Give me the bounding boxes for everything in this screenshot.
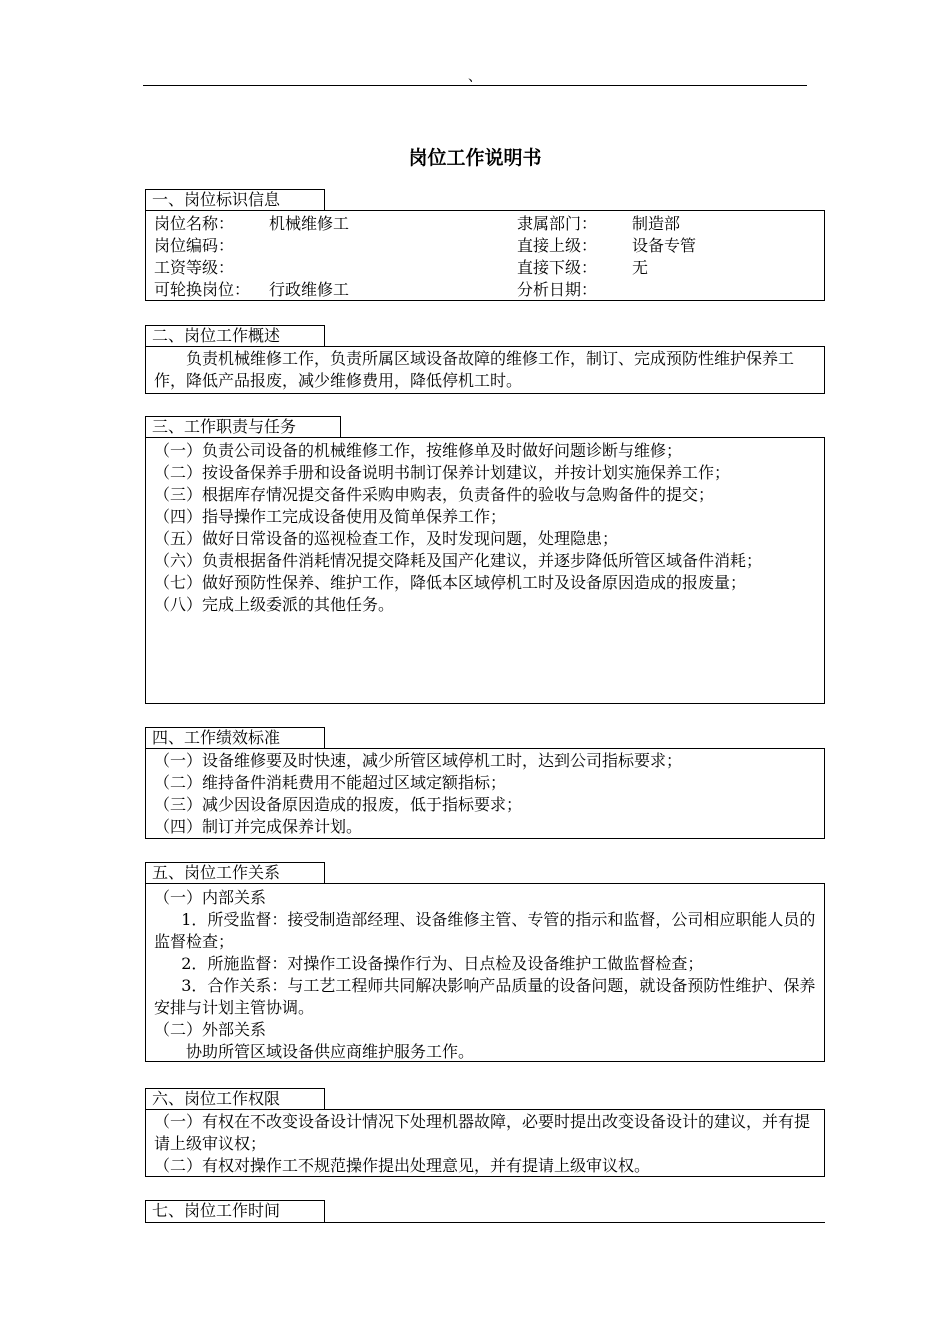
id-row-position-name xyxy=(154,213,824,235)
label-department: 隶属部门： xyxy=(517,214,598,233)
value-direct-superior: 设备专管 xyxy=(632,236,697,255)
label-rotation: 可轮换岗位： xyxy=(154,280,251,299)
kpi-item: （一）设备维修要及时快速，减少所管区域停机工时，达到公司指标要求； xyxy=(154,751,683,770)
duty-item: （八）完成上级委派的其他任务。 xyxy=(154,595,395,614)
section-7-heading: 七、岗位工作时间 xyxy=(145,1200,325,1222)
kpi-item: （四）制订并完成保养计划。 xyxy=(154,817,363,836)
section-5-heading: 五、岗位工作关系 xyxy=(145,862,325,884)
duty-item: （二）按设备保养手册和设备说明书制订保养计划建议，并按计划实施保养工作； xyxy=(154,463,731,482)
external-relations-text: 协助所管区域设备供应商维护服务工作。 xyxy=(186,1042,475,1061)
duty-item: （七）做好预防性保养、维护工作，降低本区域停机工时及设备原因造成的报废量； xyxy=(154,573,747,592)
section-2-box xyxy=(145,346,825,394)
label-direct-superior: 直接上级： xyxy=(517,236,598,255)
id-row-rotation xyxy=(154,279,824,301)
section-6-box xyxy=(145,1109,825,1177)
relation-item: 1．所受监督：接受制造部经理、设备维修主管、专管的指示和监督，公司相应职能人员的监督检查； xyxy=(154,910,816,951)
relation-item: 3．合作关系：与工艺工程师共同解决影响产品质量的设备问题，就设备预防性维护、保养安排与计划主管协调。 xyxy=(154,976,816,1017)
section-4-box xyxy=(145,748,825,839)
section-7-rule xyxy=(145,1222,825,1223)
value-direct-subordinate: 无 xyxy=(632,258,649,277)
duty-item: （一）负责公司设备的机械维修工作，按维修单及时做好问题诊断与维修； xyxy=(154,441,683,460)
kpi-item: （三）减少因设备原因造成的报废，低于指标要求； xyxy=(154,795,523,814)
id-row-salary-grade xyxy=(154,257,824,279)
section-4-heading: 四、工作绩效标准 xyxy=(145,727,325,749)
duty-item: （四）指导操作工完成设备使用及简单保养工作； xyxy=(154,507,507,526)
value-department: 制造部 xyxy=(632,214,681,233)
value-rotation: 行政维修工 xyxy=(269,280,350,299)
header-mark: 、 xyxy=(468,69,482,85)
authority-item: （一）有权在不改变设备设计情况下处理机器故障，必要时提出改变设备设计的建议，并有提请上级审议权； xyxy=(154,1112,811,1153)
header-rule xyxy=(143,85,807,86)
section-1-heading: 一、岗位标识信息 xyxy=(145,189,325,211)
label-analysis-date: 分析日期： xyxy=(517,280,598,299)
section-3-heading: 三、工作职责与任务 xyxy=(145,416,341,438)
internal-relations-heading: （一）内部关系 xyxy=(154,888,267,907)
authority-item: （二）有权对操作工不规范操作提出处理意见，并有提请上级审议权。 xyxy=(154,1156,651,1175)
kpi-item: （二）维持备件消耗费用不能超过区域定额指标； xyxy=(154,773,507,792)
label-position-code: 岗位编码： xyxy=(154,236,235,255)
section-2-heading: 二、岗位工作概述 xyxy=(145,325,325,347)
duty-item: （三）根据库存情况提交备件采购申购表，负责备件的验收与急购备件的提交； xyxy=(154,485,715,504)
label-salary-grade: 工资等级： xyxy=(154,258,235,277)
section-3-box xyxy=(145,437,825,704)
label-position-name: 岗位名称： xyxy=(154,214,235,233)
value-position-name: 机械维修工 xyxy=(269,214,350,233)
section-1-box xyxy=(145,210,825,301)
overview-text: 负责机械维修工作，负责所属区域设备故障的维修工作，制订、完成预防性维护保养工作，降低产品报废，减少维修费用，降低停机工时。 xyxy=(154,349,795,390)
id-row-position-code xyxy=(154,235,824,257)
section-5-box xyxy=(145,883,825,1062)
document-title: 岗位工作说明书 xyxy=(408,147,542,169)
external-relations-heading: （二）外部关系 xyxy=(154,1020,267,1039)
duty-item: （六）负责根据备件消耗情况提交降耗及国产化建议，并逐步降低所管区域备件消耗； xyxy=(154,551,763,570)
duty-item: （五）做好日常设备的巡视检查工作，及时发现问题，处理隐患； xyxy=(154,529,619,548)
label-direct-subordinate: 直接下级： xyxy=(517,258,598,277)
section-6-heading: 六、岗位工作权限 xyxy=(145,1088,325,1110)
relation-item: 2．所施监督：对操作工设备操作行为、日点检及设备维护工做监督检查； xyxy=(181,954,704,973)
